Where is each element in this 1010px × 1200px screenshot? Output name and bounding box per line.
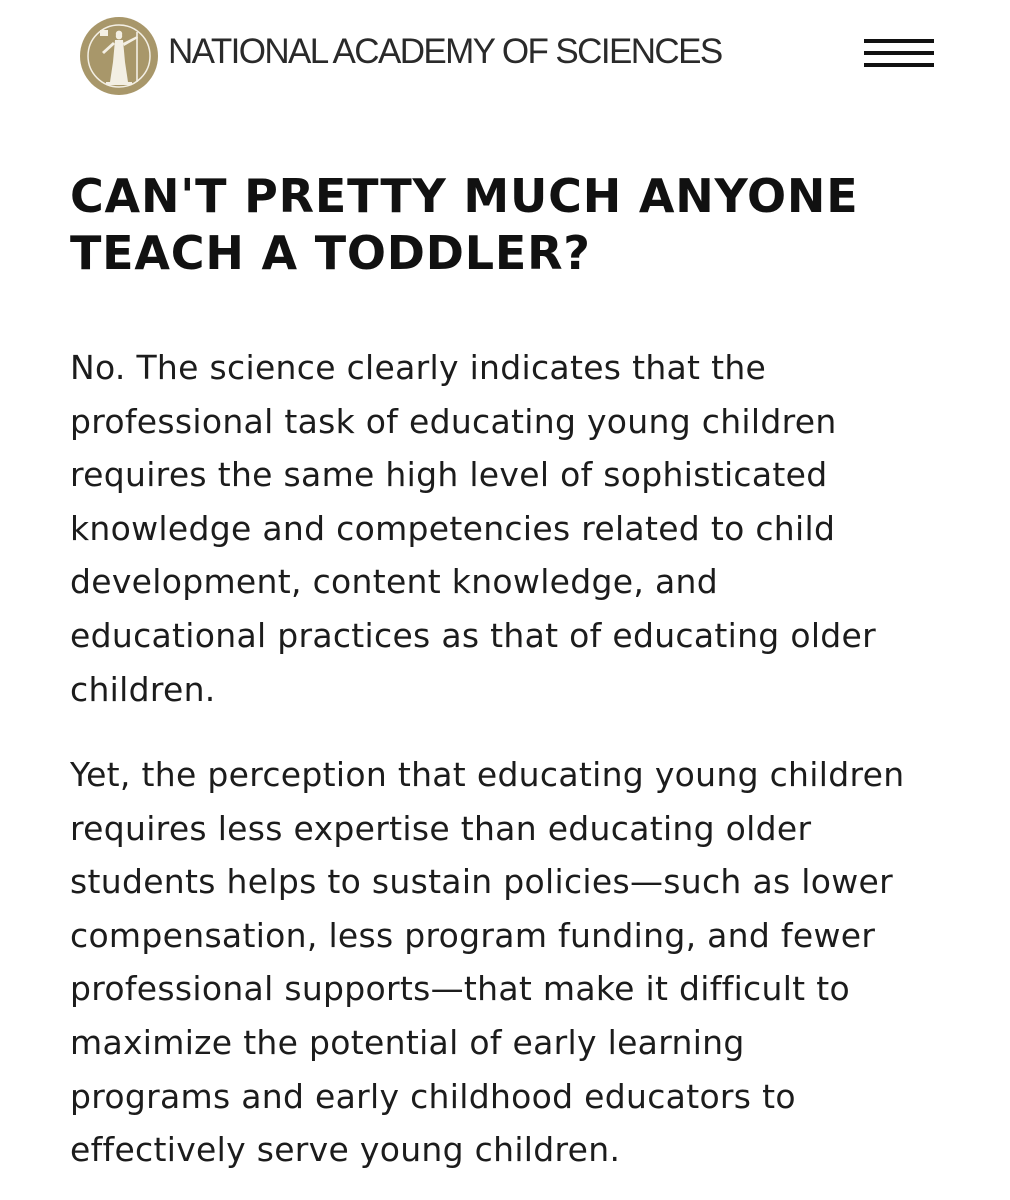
menu-bar	[864, 51, 934, 55]
paragraph-line: effectively serve young children.	[70, 1130, 621, 1170]
article-title	[70, 168, 950, 282]
menu-bar	[864, 39, 934, 43]
article-title-line: CAN'T PRETTY MUCH ANYONE	[70, 169, 859, 223]
paragraph-line: programs and early childhood educators to	[70, 1076, 796, 1116]
menu-bar	[864, 63, 934, 67]
article-paragraph-1	[70, 341, 960, 716]
site-header	[0, 0, 1010, 112]
paragraph-line: children.	[70, 669, 216, 709]
seal-logo-icon[interactable]	[79, 16, 159, 96]
paragraph-line: maximize the potential of early learning	[70, 1022, 745, 1062]
paragraph-line: Yet, the perception that educating young children	[70, 755, 905, 794]
paragraph-line: requires less expertise than educating older	[70, 808, 812, 848]
paragraph-line: requires the same high level of sophisticated	[70, 455, 828, 495]
paragraph-line: development, content knowledge, and	[70, 562, 718, 602]
article-paragraph-2	[70, 748, 960, 1177]
paragraph-line: compensation, less program funding, and fewer	[70, 915, 876, 955]
paragraph-line: professional supports—that make it difficult to	[70, 969, 850, 1009]
paragraph-line: professional task of educating young children	[70, 401, 837, 441]
article-title-line: TEACH A TODDLER?	[70, 226, 591, 280]
paragraph-line: No. The science clearly indicates that the	[70, 348, 767, 387]
site-title[interactable]: NATIONAL ACADEMY OF SCIENCES	[168, 32, 722, 71]
paragraph-line: educational practices as that of educating older	[70, 615, 877, 655]
hamburger-menu-icon[interactable]	[862, 36, 936, 72]
paragraph-line: students helps to sustain policies—such as lower	[70, 862, 893, 902]
paragraph-line: knowledge and competencies related to child	[70, 508, 836, 548]
